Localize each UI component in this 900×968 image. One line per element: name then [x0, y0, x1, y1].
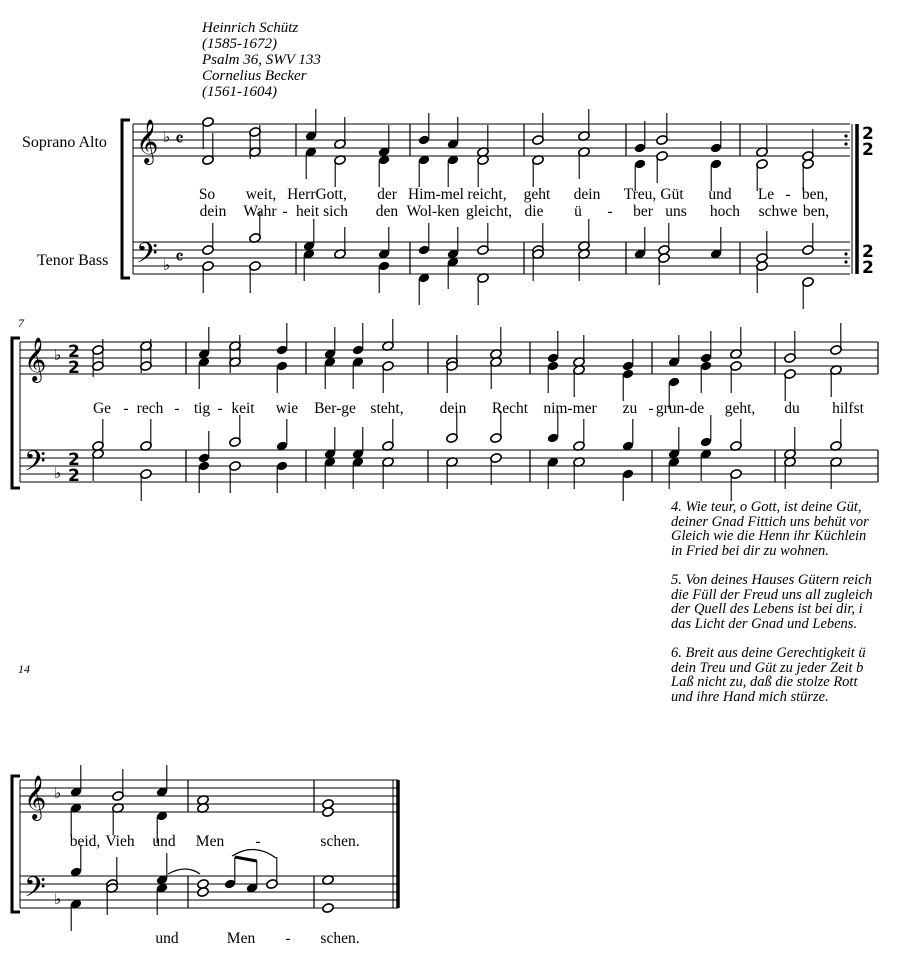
lyric-syllable: ü [574, 203, 582, 220]
repeat-dot [844, 260, 847, 263]
lyric-syllable: heit sich [295, 203, 349, 220]
lyric-syllable: Wol-ken [406, 203, 460, 220]
lyric-syllable: und [155, 930, 179, 947]
verse-line: deiner Gnad Fittich uns behüt vor [671, 513, 869, 530]
lyric-syllable: beid, [69, 833, 101, 850]
verse-line: Laß nicht zu, daß die stolze Rott [671, 674, 858, 690]
lyric-syllable: reicht, [467, 186, 507, 203]
lyric-syllable: weit, [245, 186, 277, 203]
time-signature-cut: 𝄴 [175, 245, 184, 269]
composer: Heinrich Schütz [202, 20, 299, 36]
verse-5 [671, 573, 900, 631]
time-signature-numerator: 2 [68, 450, 80, 470]
key-signature-flat: ♭ [54, 784, 62, 802]
verse-line: 5. Von deines Hauses Gütern reich [671, 572, 872, 588]
lyric-syllable: zu [622, 400, 638, 417]
staff-label-lower: Tenor Bass [37, 252, 109, 269]
measure-number-system2: 7 [18, 316, 24, 330]
time-signature-denominator: 2 [862, 258, 874, 278]
staff-label-upper: Soprano Alto [22, 134, 107, 151]
work-title: Psalm 36, SWV 133 [202, 52, 321, 68]
lyric-syllable: gleicht, [465, 203, 513, 220]
bass-clef: 𝄢 [24, 871, 46, 911]
time-signature-denominator: 2 [862, 140, 874, 160]
lyric-syllable: die [524, 203, 544, 220]
system-bracket [12, 776, 20, 912]
lyric-syllable: hilfst [832, 400, 864, 417]
lyric-syllable: hoch [709, 203, 741, 220]
treble-clef: 𝄞 [24, 337, 47, 381]
notehead [322, 807, 335, 818]
lyric-syllable: Treu, [623, 186, 657, 203]
key-signature-flat: ♭ [54, 890, 62, 908]
tie [168, 869, 200, 874]
lyric-syllable: Men [226, 930, 256, 947]
key-signature-flat: ♭ [163, 256, 171, 274]
treble-clef: 𝄞 [24, 775, 47, 819]
additional-verses [671, 500, 900, 719]
lyric-syllable: schwe [758, 203, 798, 220]
time-signature-numerator: 2 [862, 124, 874, 144]
lyric-syllable: ber [633, 203, 653, 220]
key-signature-flat: ♭ [163, 128, 171, 146]
measure-number-system3: 14 [18, 662, 30, 676]
lyric-syllable: Men [195, 833, 225, 850]
verse-line: Gleich wie die Henn ihr Küchlein [671, 528, 867, 544]
lyric-syllable: schen. [320, 930, 360, 947]
beam [235, 857, 257, 861]
lyric-syllable: keit [231, 400, 255, 417]
lyric-syllable: nim-mer [543, 400, 597, 417]
verse-line: 6. Breit aus deine Gerechtigkeit ü [671, 645, 866, 661]
key-signature-flat: ♭ [54, 464, 62, 482]
lyric-syllable: schen. [320, 833, 360, 850]
poet-dates: (1561-1604) [202, 84, 277, 100]
verse-line: dein Treu und Güt zu jeder Zeit b [671, 659, 864, 676]
lyric-syllable: - [174, 400, 180, 417]
verse-line: 4. Wie teur, o Gott, ist deine Güt, [671, 500, 862, 515]
lyric-syllable: Ber-ge [314, 400, 356, 417]
bass-clef: 𝄢 [24, 445, 46, 485]
lyric-syllable: den [375, 203, 399, 220]
lyric-syllable: Güt [660, 186, 684, 203]
bass-clef: 𝄢 [136, 237, 158, 277]
lyric-syllable: Him-mel [408, 186, 464, 203]
verse-line: und ihre Hand mich stürze. [671, 688, 829, 705]
lyric-syllable: So [198, 186, 216, 203]
lyric-syllable: und [708, 186, 732, 203]
poet: Cornelius Becker [202, 68, 307, 84]
lyric-syllable: Ge [92, 400, 112, 417]
lyric-syllable: Vieh [105, 833, 135, 850]
system-bracket [12, 338, 20, 488]
lyric-syllable: Wahr [243, 203, 277, 220]
notehead [197, 887, 210, 898]
time-signature-numerator: 2 [68, 342, 80, 362]
verse-line: in Fried bei dir zu wohnen. [671, 542, 829, 559]
time-signature-numerator: 2 [862, 242, 874, 262]
lyric-syllable: der [377, 186, 397, 203]
lyric-syllable: - [123, 400, 129, 417]
notehead [322, 903, 335, 914]
lyric-syllable: geht [523, 186, 551, 203]
lyric-syllable: tig [193, 400, 211, 417]
repeat-dot [844, 252, 847, 255]
repeat-dot [844, 142, 847, 145]
lyric-syllable: - [648, 400, 654, 417]
lyric-syllable: dein [439, 400, 467, 417]
lyric-syllable: grun-de [655, 400, 705, 417]
lyric-syllable: ben, [801, 186, 829, 203]
lyric-syllable: HerrGott, [287, 186, 347, 203]
repeat-dot [844, 134, 847, 137]
composer-dates: (1585-1672) [202, 36, 277, 52]
verse-line: der Quell des Lebens ist bei dir, i [671, 601, 863, 617]
treble-clef: 𝄞 [136, 119, 159, 163]
lyric-syllable: und [152, 833, 176, 850]
lyric-syllable: - [607, 203, 613, 220]
lyric-syllable: wie [275, 400, 299, 417]
lyric-syllable: dein [199, 203, 227, 220]
lyric-syllable: uns [665, 203, 687, 220]
key-signature-flat: ♭ [54, 346, 62, 364]
lyric-syllable: - [217, 400, 223, 417]
verse-4 [671, 500, 900, 558]
lyric-syllable: Recht [491, 400, 529, 417]
system-bracket [122, 120, 130, 278]
lyric-syllable: steht, [370, 400, 404, 417]
verse-line: das Licht der Gnad und Lebens. [671, 615, 858, 632]
lyric-syllable: ben, [802, 203, 830, 220]
lyric-syllable: - [285, 930, 291, 947]
lyric-syllable: du [784, 400, 800, 417]
lyric-syllable: dein [573, 186, 601, 203]
time-signature-cut: 𝄴 [175, 127, 184, 151]
verse-6 [671, 646, 900, 704]
lyric-syllable: - [282, 203, 288, 220]
lyric-syllable: - [785, 186, 791, 203]
lyric-syllable: Le [757, 186, 775, 203]
lyric-syllable: - [255, 833, 261, 850]
verse-line: die Füll der Freud uns all zugleich [671, 586, 873, 603]
time-signature-denominator: 2 [68, 466, 80, 486]
lyric-syllable: rech [136, 400, 164, 417]
lyric-syllable: geht, [724, 400, 756, 417]
time-signature-denominator: 2 [68, 358, 80, 378]
